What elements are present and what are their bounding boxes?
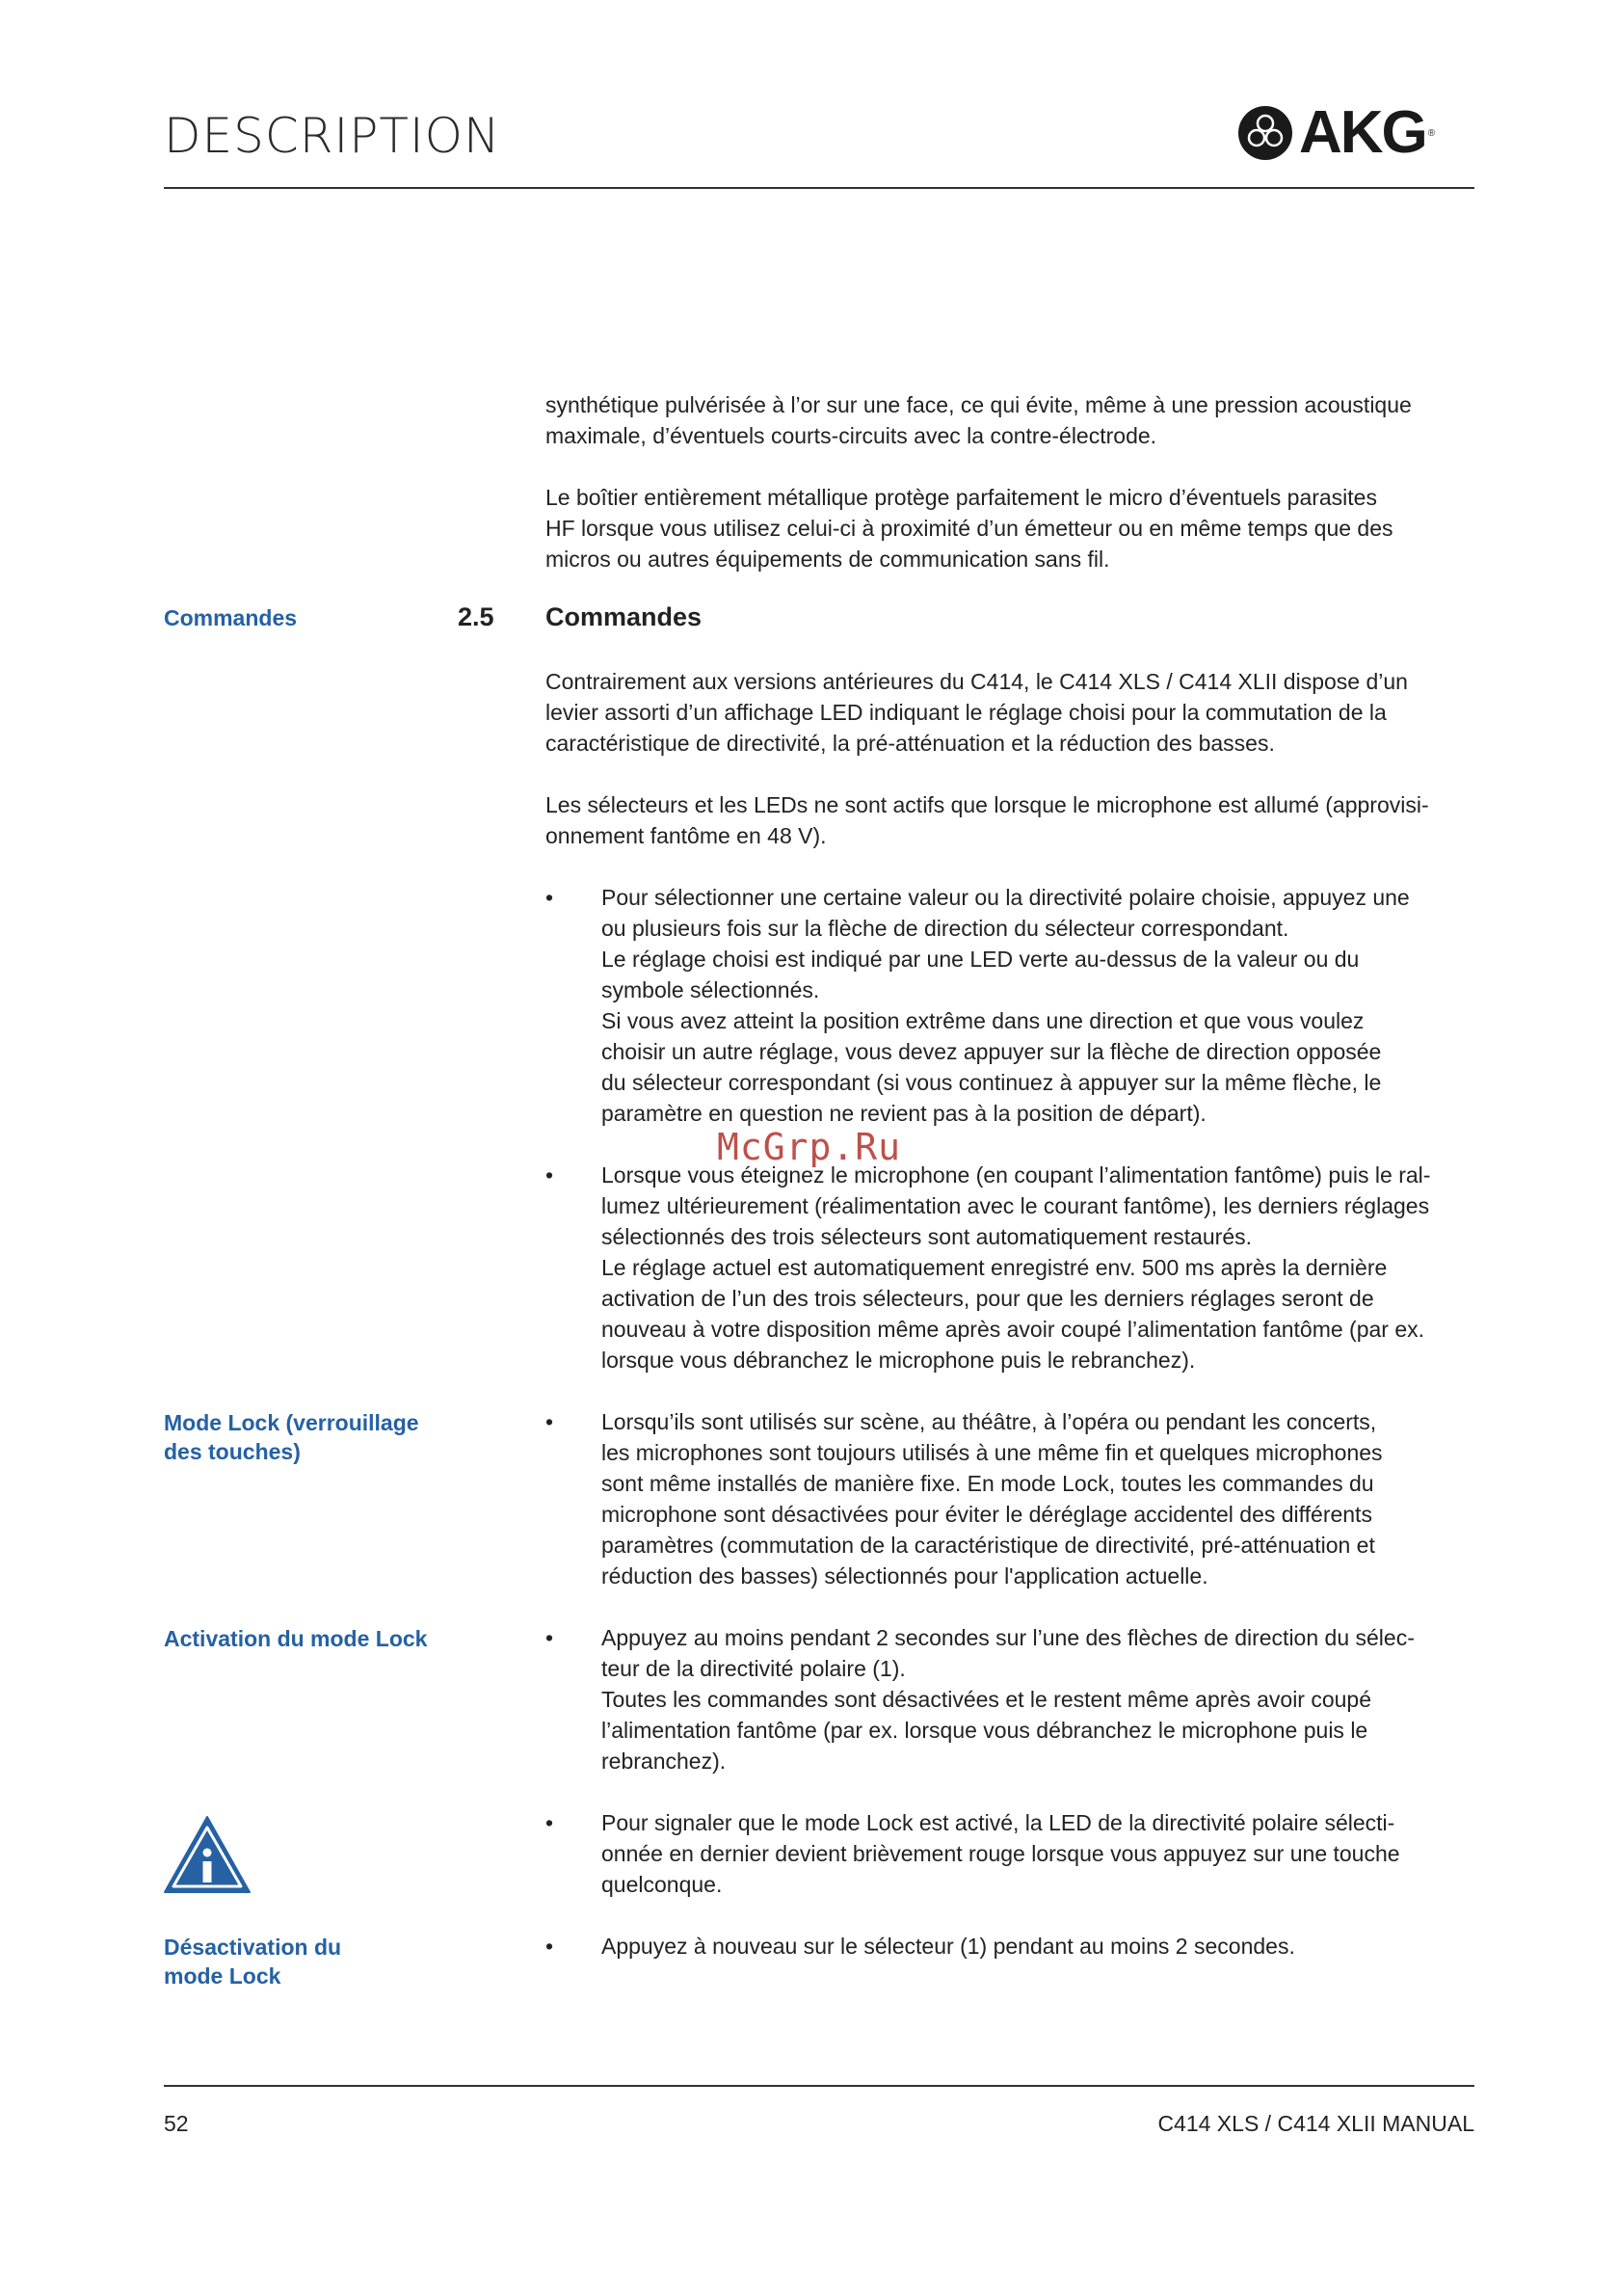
bullet-mark: • bbox=[545, 1934, 554, 1959]
bullet-mark: • bbox=[545, 1810, 554, 1835]
intro-block bbox=[545, 389, 1476, 605]
side-label-mode-lock: Mode Lock (verrouillage des touches) bbox=[164, 1410, 419, 1464]
bullet-text: Appuyez à nouveau sur le sélecteur (1) pendant au moins 2 secondes. bbox=[601, 1934, 1295, 1959]
intro-paragraph-2: Le boîtier entièrement métallique protège parfaitement le micro d’éventuels parasites HF lorsque vous utilisez celui-ci à proximité d’un émetteur ou en même temps que des micros ou autres équipements de communication sans fil. bbox=[545, 485, 1393, 572]
bullet-mark: • bbox=[545, 885, 554, 910]
bullet-text: Pour sélectionner une certaine valeur ou la directivité polaire choisie, appuyez une ou plusieurs fois sur la flèche de direction du sélecteur correspondant. Le réglage choisi est indiqué par une LED verte au-dessus de la valeur ou du symbole sélectionnés. Si vous avez atteint la position extrême dans une direction et que vous voulez choisir un autre réglage, vous devez appuyer sur la flèche de direction opposée du sélecteur correspondant (si vous continuez à appuyer sur la même flèche, le paramètre en question ne revient pas à la position de départ). bbox=[601, 885, 1410, 1126]
footer-divider bbox=[164, 2085, 1474, 2087]
page-number: 52 bbox=[164, 2111, 189, 2136]
bullet-text: Appuyez au moins pendant 2 secondes sur l’une des flèches de direction du sélec- teur de la directivité polaire (1). Toutes les commandes sont désactivées et le restent même après avoir coupé l’alimentation fantôme (par ex. lorsque vous débranchez le microphone puis le rebranchez). bbox=[601, 1625, 1415, 1774]
list-item bbox=[545, 1931, 1476, 1962]
watermark-text: McGrp.Ru bbox=[717, 1126, 902, 1168]
list-item bbox=[545, 1622, 1476, 1776]
section-paragraph-1: Contrairement aux versions antérieures du C414, le C414 XLS / C414 XLII dispose d’un levier assorti d’un affichage LED indiquant le réglage choisi pour la commutation de la caractéristique de directivité, la pré-atténuation et la réduction des basses. bbox=[545, 669, 1408, 756]
intro-paragraph-1: synthétique pulvérisée à l’or sur une face, ce qui évite, même à une pression acoustique maximale, d’éventuels courts-circuits avec la contre-électrode. bbox=[545, 392, 1412, 448]
section-body bbox=[545, 666, 1476, 882]
bullet-mark: • bbox=[545, 1409, 554, 1434]
list-item bbox=[545, 1160, 1476, 1375]
side-label-desactivation: Désactivation du mode Lock bbox=[164, 1935, 342, 1989]
bullet-text: Lorsqu’ils sont utilisés sur scène, au théâtre, à l’opéra ou pendant les concerts, les microphones sont toujours utilisés à une même fin et quelques microphones sont même installés de manière fixe. En mode Lock, toutes les commandes du microphone sont désactivées pour éviter le déréglage accidentel des différents paramètres (commutation de la caractéristique de directivité, pré-atténuation et réduction des basses) sélectionnés pour l'application actuelle. bbox=[601, 1409, 1383, 1589]
side-label-activation: Activation du mode Lock bbox=[164, 1626, 428, 1651]
bullet-mark: • bbox=[545, 1162, 554, 1188]
section-title: Commandes bbox=[545, 602, 703, 631]
page-title: DESCRIPTION bbox=[164, 108, 501, 164]
list-item bbox=[545, 882, 1476, 1129]
list-item bbox=[545, 1406, 1476, 1591]
bullet-mark: • bbox=[545, 1625, 554, 1650]
logo-registered-mark: ® bbox=[1427, 127, 1436, 139]
bullet-text: Lorsque vous éteignez le microphone (en coupant l’alimentation fantôme) puis le ral- lumez ultérieurement (réalimentation avec le courant fantôme), les derniers réglages sélectionnés des trois sélecteurs sont automatiquement restaurés. Le réglage actuel est automatiquement enregistré env. 500 ms après la dernière activation de l’un des trois sélecteurs, pour que les derniers réglages seront de nouveau à votre disposition même après avoir coupé l’alimentation fantôme (par ex. lorsque vous débranchez le microphone puis le rebranchez). bbox=[601, 1162, 1431, 1373]
header-divider bbox=[164, 187, 1474, 189]
info-warning-triangle-icon bbox=[162, 1814, 252, 1895]
manual-title: C414 XLS / C414 XLII MANUAL bbox=[1157, 2111, 1474, 2136]
side-label-commandes: Commandes bbox=[164, 605, 298, 630]
section-paragraph-2: Les sélecteurs et les LEDs ne sont actifs que lorsque le microphone est allumé (approvisi- onnement fantôme en 48 V). bbox=[545, 792, 1429, 848]
section-number: 2.5 bbox=[458, 602, 494, 631]
list-item bbox=[545, 1807, 1476, 1900]
akg-logo-icon bbox=[1237, 105, 1293, 161]
bullet-text: Pour signaler que le mode Lock est activé, la LED de la directivité polaire sélecti- onnée en dernier devient brièvement rouge lorsque vous appuyez sur une touche quelconque. bbox=[601, 1810, 1400, 1897]
akg-logo bbox=[1237, 99, 1474, 166]
logo-text: AKG bbox=[1299, 99, 1426, 166]
